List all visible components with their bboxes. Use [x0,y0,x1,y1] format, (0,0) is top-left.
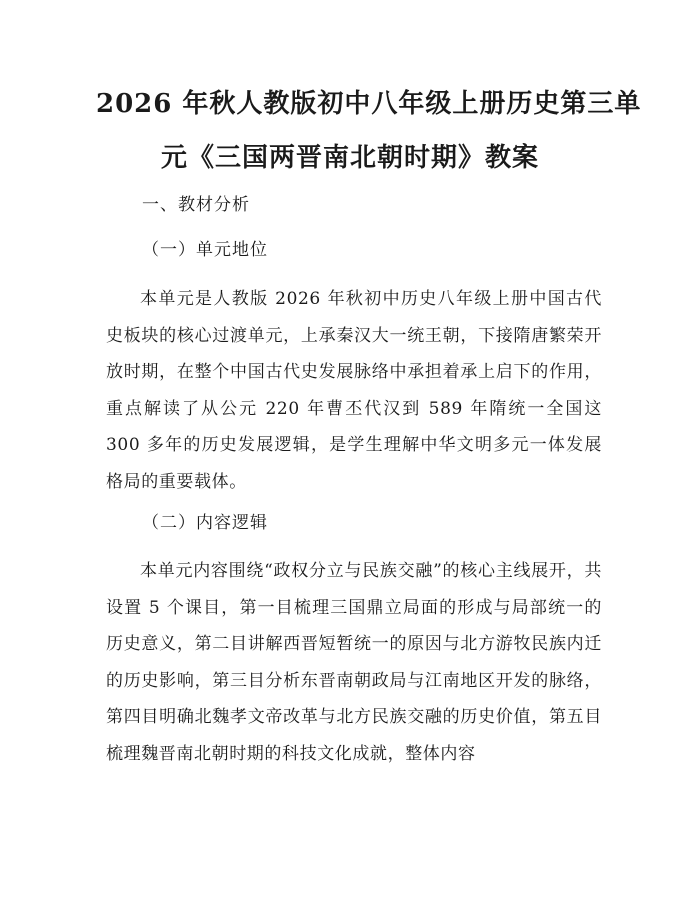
subsection-heading-content-logic: （二）内容逻辑 [142,513,268,533]
paragraph-content-logic: 本单元内容围绕“政权分立与民族交融”的核心主线展开，共设置 5 个课目，第一目梳理三国鼎立局面的形成与局部统一的历史意义，第二目讲解西晋短暂统一的原因与北方游牧民族内迁的历史影响，第三目分析东晋南朝政局与江南地区开发的脉络，第四目明确北魏孝文帝改革与北方民族交融的历史价值，第五目梳理魏晋南北朝时期的科技文化成就，整体内容 [106,561,602,764]
subsection-heading-unit-position: （一）单元地位 [142,240,268,260]
document-title-line-1: 2026 年秋人教版初中八年级上册历史第三单 [96,89,642,119]
section-heading-textbook-analysis: 一、教材分析 [142,195,250,215]
paragraph-unit-position: 本单元是人教版 2026 年秋初中历史八年级上册中国古代史板块的核心过渡单元，上承秦汉大一统王朝，下接隋唐繁荣开放时期，在整个中国古代史发展脉络中承担着承上启下的作用，重点解读了从公元 220 年曹丕代汉到 589 年隋统一全国这 300 多年的历史发展逻辑，是学生理解中华文明多元一体发展格局的重要载体。 [106,289,602,492]
document-title-line-2: 元《三国两晋南北朝时期》教案 [160,143,539,173]
